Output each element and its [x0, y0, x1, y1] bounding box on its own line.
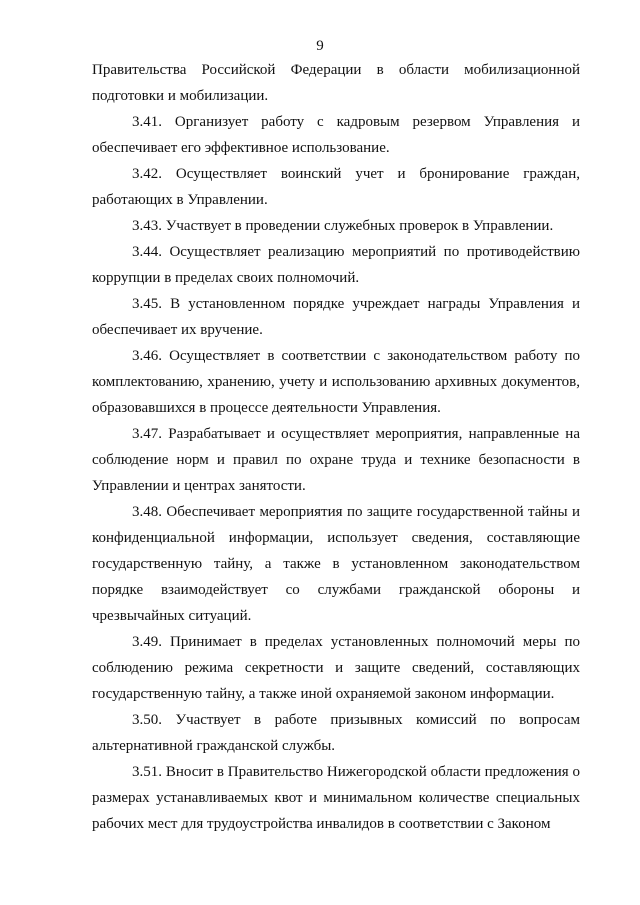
paragraph-3-47: 3.47. Разрабатывает и осуществляет мероприятия, направленные на соблюдение норм и правил по охране труда и технике безопасности в Управлении и центрах занятости.	[92, 426, 580, 494]
paragraph-3-48: 3.48. Обеспечивает мероприятия по защите государственной тайны и конфиденциальной информации, использует сведения, составляющие государственную тайну, а также в установленном законодательством порядке взаимодействует со службами гражданской обороны и чрезвычайных ситуаций.	[92, 504, 580, 624]
paragraph-continuation: Правительства Российской Федерации в области мобилизационной подготовки и мобилизации.	[92, 62, 580, 104]
paragraph-3-46: 3.46. Осуществляет в соответствии с законодательством работу по комплектованию, хранению, учету и использованию архивных документов, образовавшихся в процессе деятельности Управления.	[92, 348, 580, 416]
paragraph-3-44: 3.44. Осуществляет реализацию мероприятий по противодействию коррупции в пределах своих полномочий.	[92, 244, 580, 286]
paragraph-3-51: 3.51. Вносит в Правительство Нижегородской области предложения о размерах устанавливаемых квот и минимальном количестве специальных рабочих мест для трудоустройства инвалидов в соответствии с Законом	[92, 764, 580, 832]
paragraph-3-50: 3.50. Участвует в работе призывных комиссий по вопросам альтернативной гражданской службы.	[92, 712, 580, 754]
paragraph-3-45: 3.45. В установленном порядке учреждает награды Управления и обеспечивает их вручение.	[92, 296, 580, 338]
document-body	[92, 57, 580, 837]
paragraph-3-43: 3.43. Участвует в проведении служебных проверок в Управлении.	[132, 218, 554, 234]
paragraph-3-41: 3.41. Организует работу с кадровым резервом Управления и обеспечивает его эффективное использование.	[92, 114, 580, 156]
page-number: 9	[316, 38, 324, 54]
paragraph-3-42: 3.42. Осуществляет воинский учет и бронирование граждан, работающих в Управлении.	[92, 166, 580, 208]
paragraph-3-49: 3.49. Принимает в пределах установленных полномочий меры по соблюдению режима секретности и защите сведений, составляющих государственную тайну, а также иной охраняемой законом информации.	[92, 634, 580, 702]
